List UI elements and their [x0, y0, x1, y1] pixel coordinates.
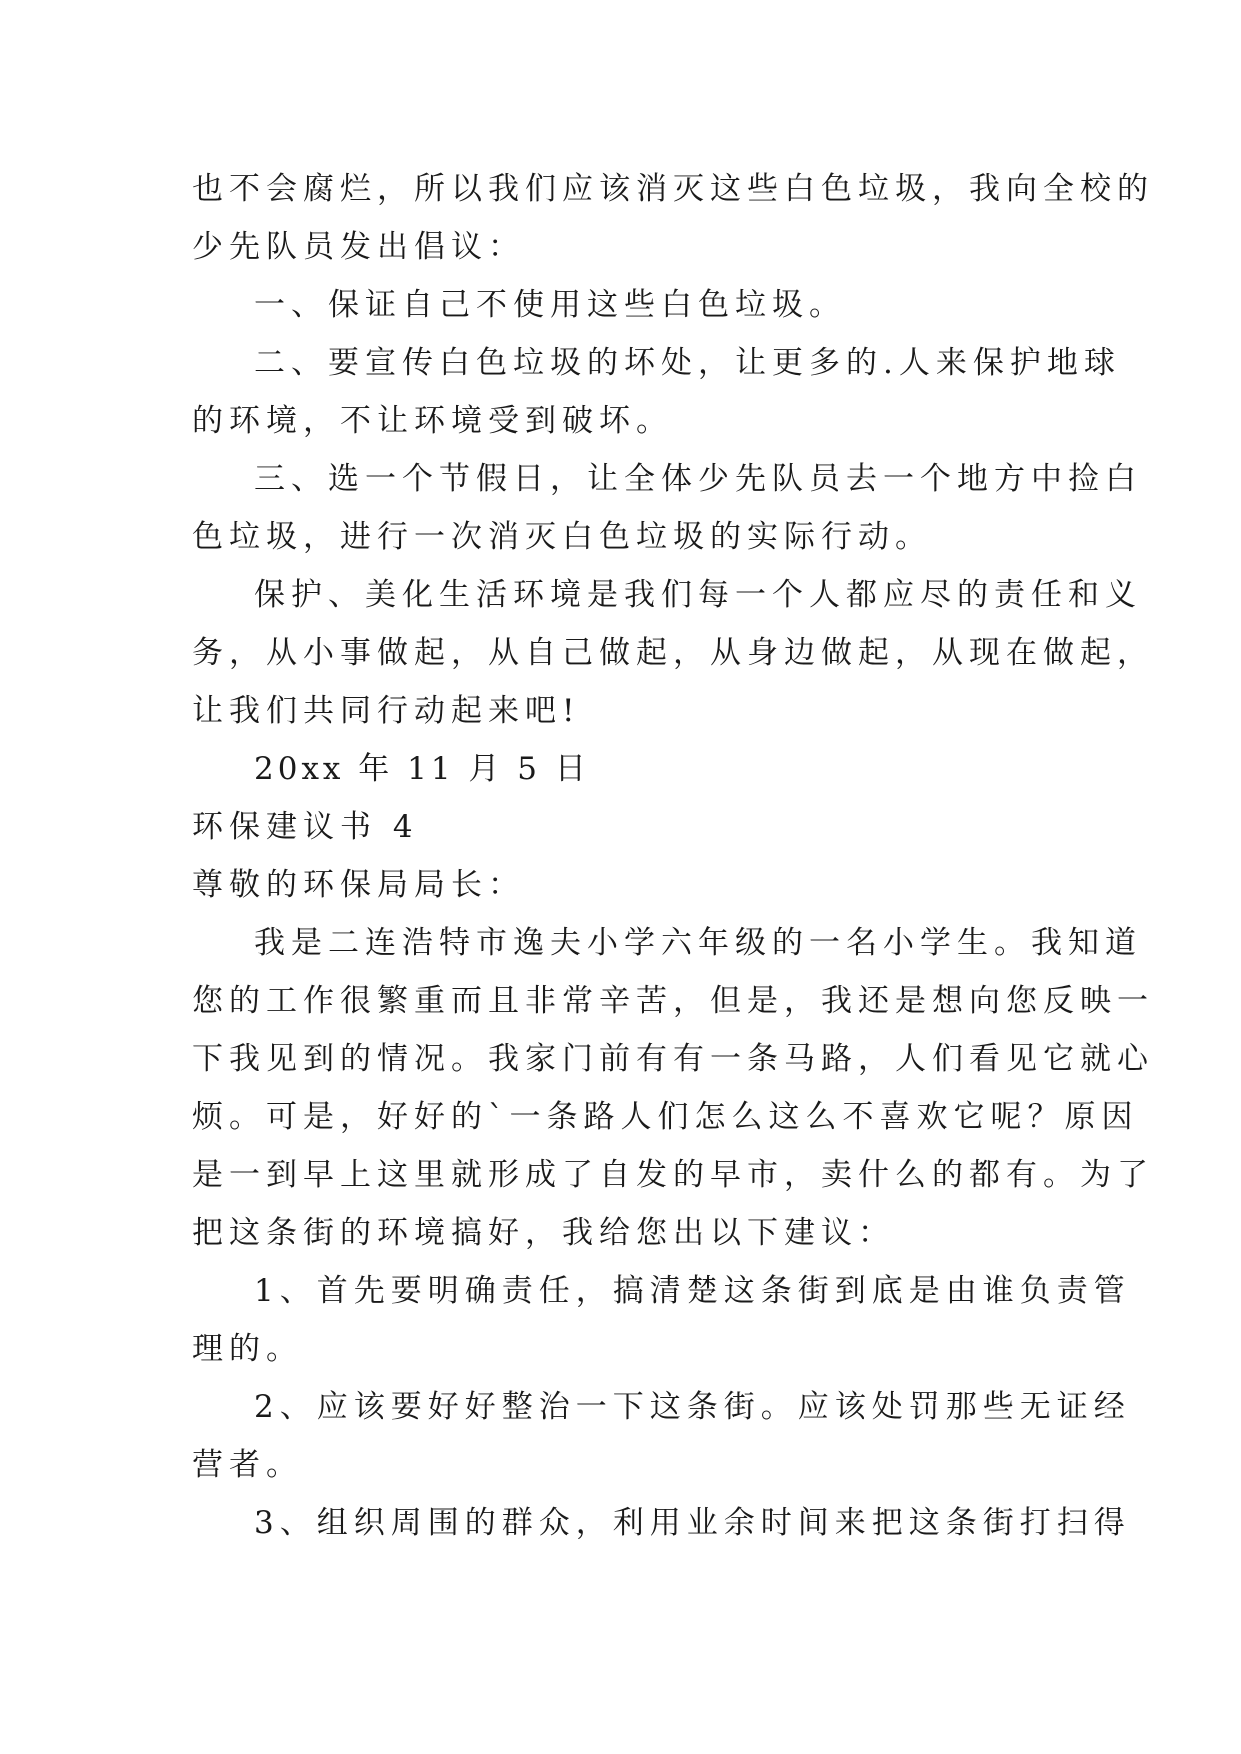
body-line: 少先队员发出倡议：	[192, 229, 525, 265]
suggestion-item-3: 3、组织周围的群众，利用业余时间来把这条街打扫得	[254, 1505, 1131, 1541]
body-line: 也不会腐烂，所以我们应该消灭这些白色垃圾，我向全校的	[192, 171, 1154, 207]
closing-paragraph: 保护、美化生活环境是我们每一个人都应尽的责任和义	[254, 577, 1142, 613]
body-line: 烦。可是，好好的`一条路人们怎么这么不喜欢它呢？原因	[192, 1099, 1139, 1135]
proposal-item-2: 二、要宣传白色垃圾的坏处，让更多的.人来保护地球	[254, 345, 1121, 381]
suggestion-item-1: 1、首先要明确责任，搞清楚这条街到底是由谁负责管	[254, 1273, 1131, 1309]
proposal-item-3: 三、选一个节假日，让全体少先队员去一个地方中捡白	[254, 461, 1142, 497]
document-body	[192, 160, 1154, 1552]
body-line: 务，从小事做起，从自己做起，从身边做起，从现在做起，	[192, 635, 1154, 671]
proposal-item-1: 一、保证自己不使用这些白色垃圾。	[254, 287, 846, 323]
document-date: 20xx 年 11 月 5 日	[254, 751, 590, 787]
salutation: 尊敬的环保局局长：	[192, 867, 525, 903]
body-line: 理的。	[192, 1331, 303, 1367]
body-line: 让我们共同行动起来吧!	[192, 693, 581, 729]
body-line: 色垃圾，进行一次消灭白色垃圾的实际行动。	[192, 519, 932, 555]
letter-paragraph: 我是二连浩特市逸夫小学六年级的一名小学生。我知道	[254, 925, 1142, 961]
body-line: 您的工作很繁重而且非常辛苦，但是，我还是想向您反映一	[192, 983, 1154, 1019]
section-title: 环保建议书 4	[192, 809, 419, 845]
body-line: 下我见到的情况。我家门前有有一条马路，人们看见它就心	[192, 1041, 1154, 1077]
body-line: 的环境，不让环境受到破坏。	[192, 403, 673, 439]
body-line: 营者。	[192, 1447, 303, 1483]
body-line: 是一到早上这里就形成了自发的早市，卖什么的都有。为了	[192, 1157, 1154, 1193]
suggestion-item-2: 2、应该要好好整治一下这条街。应该处罚那些无证经	[254, 1389, 1131, 1425]
body-line: 把这条街的环境搞好，我给您出以下建议：	[192, 1215, 895, 1251]
